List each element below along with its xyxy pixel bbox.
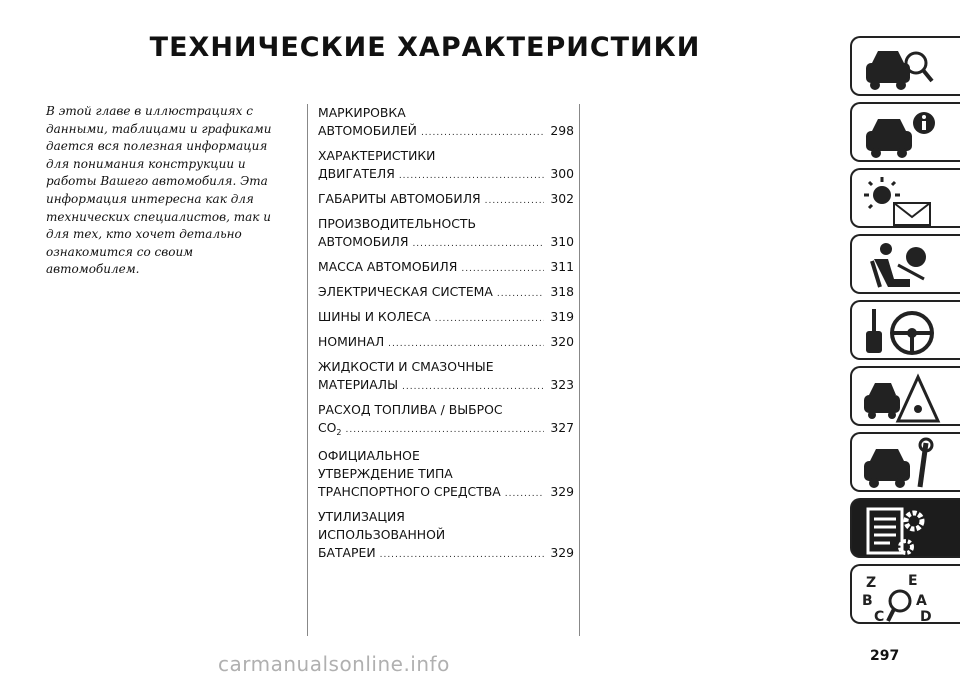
toc-leader-dots <box>388 335 544 353</box>
toc-entry-title: ГАБАРИТЫ АВТОМОБИЛЯ <box>318 191 481 206</box>
toc-entry-title: ТРАНСПОРТНОГО СРЕДСТВА <box>318 484 501 499</box>
svg-text:E: E <box>908 573 918 589</box>
car-wrench-icon <box>858 437 942 491</box>
toc-entry-line: РАСХОД ТОПЛИВА / ВЫБРОС <box>318 402 503 417</box>
toc-page-number: 300 <box>550 166 574 181</box>
chapter-intro: В этой главе в иллюстрациях с данными, таблицами и графиками дается вся полезная информация для понимания конструкции и работы Вашего автомобиля. Эта информация интересна как для технических специалистов, так и для тех, кто хочет детально ознакомится со своим автомобилем. <box>46 104 272 277</box>
chapter-tab[interactable] <box>850 234 960 294</box>
car-info-icon <box>858 107 942 161</box>
toc-page-number: 298 <box>550 123 574 138</box>
chapter-tab[interactable] <box>850 36 960 96</box>
toc-entry-title: АВТОМОБИЛЯ <box>318 234 409 249</box>
toc-entry-line: МАРКИРОВКА <box>318 105 406 120</box>
toc-entry-line: ОФИЦИАЛЬНОЕ <box>318 448 420 463</box>
page-title: ТЕХНИЧЕСКИЕ ХАРАКТЕРИСТИКИ <box>149 32 701 63</box>
toc-entry[interactable] <box>318 358 574 396</box>
toc-leader-dots <box>412 235 544 253</box>
toc-leader-dots <box>380 546 544 564</box>
svg-text:C: C <box>874 609 885 623</box>
toc-entry[interactable] <box>318 308 574 328</box>
toc-entry[interactable] <box>318 401 574 442</box>
toc-entry-line: ХАРАКТЕРИСТИКИ <box>318 148 436 163</box>
toc-page-number: 319 <box>550 309 574 324</box>
toc-entry-title: ДВИГАТЕЛЯ <box>318 166 395 181</box>
toc-entry[interactable] <box>318 508 574 564</box>
toc-entry[interactable] <box>318 215 574 253</box>
toc-leader-dots <box>402 378 544 396</box>
toc-entry-line: ИСПОЛЬЗОВАННОЙ <box>318 527 446 542</box>
svg-text:Z: Z <box>866 575 877 591</box>
chapter-tab[interactable] <box>850 498 960 558</box>
svg-text:A: A <box>916 593 927 609</box>
toc-leader-dots <box>346 421 545 439</box>
toc-page-number: 329 <box>550 484 574 499</box>
chapter-tab[interactable] <box>850 564 960 624</box>
toc-page-number: 302 <box>550 191 574 206</box>
svg-text:B: B <box>862 593 873 609</box>
toc-entry-line: УТИЛИЗАЦИЯ <box>318 509 405 524</box>
car-search-icon <box>858 41 942 95</box>
toc-page-number: 311 <box>550 259 574 274</box>
toc-leader-dots <box>399 167 544 185</box>
chapter-tab[interactable] <box>850 300 960 360</box>
column-divider-right <box>579 104 580 636</box>
toc-entry-title: АВТОМОБИЛЕЙ <box>318 123 417 138</box>
toc-leader-dots <box>435 310 544 328</box>
seat-airbag-icon <box>858 239 942 293</box>
toc-entry[interactable] <box>318 104 574 142</box>
chapter-tabs <box>850 36 960 630</box>
watermark: carmanualsonline.info <box>218 652 450 676</box>
warning-light-envelope-icon <box>858 173 942 227</box>
toc-leader-dots <box>485 192 544 210</box>
toc-entry[interactable] <box>318 447 574 503</box>
toc-entry-line: ПРОИЗВОДИТЕЛЬНОСТЬ <box>318 216 476 231</box>
chapter-tab[interactable] <box>850 432 960 492</box>
chapter-tab[interactable] <box>850 366 960 426</box>
car-warning-triangle-icon <box>858 371 942 425</box>
specs-list-gear-icon <box>858 503 942 557</box>
toc-leader-dots <box>497 285 544 303</box>
toc-entry-line: ЖИДКОСТИ И СМАЗОЧНЫЕ <box>318 359 494 374</box>
toc-entry-title: $CO_2$ <box>318 420 342 437</box>
toc-entry[interactable] <box>318 258 574 278</box>
toc-entry-title: НОМИНАЛ <box>318 334 385 349</box>
toc-page-number: 320 <box>550 334 574 349</box>
toc-entry[interactable] <box>318 147 574 185</box>
toc-entry-subscript: 2 <box>336 428 342 437</box>
toc-page-number: 329 <box>550 545 574 560</box>
toc-entry-title: ШИНЫ И КОЛЕСА <box>318 309 431 324</box>
toc-leader-dots <box>421 124 544 142</box>
toc-entry[interactable] <box>318 190 574 210</box>
key-steering-wheel-icon <box>858 305 942 359</box>
chapter-tab[interactable] <box>850 168 960 228</box>
toc-page-number: 327 <box>550 420 574 435</box>
toc-entry-line: УТВЕРЖДЕНИЕ ТИПА <box>318 466 453 481</box>
chapter-tab[interactable] <box>850 102 960 162</box>
alphabet-index-search-icon <box>858 569 942 623</box>
toc-entry[interactable] <box>318 333 574 353</box>
svg-text:D: D <box>920 609 932 623</box>
table-of-contents <box>318 104 574 569</box>
toc-page-number: 310 <box>550 234 574 249</box>
toc-page-number: 318 <box>550 284 574 299</box>
toc-entry-title: МАССА АВТОМОБИЛЯ <box>318 259 458 274</box>
toc-entry-title: ЭЛЕКТРИЧЕСКАЯ СИСТЕМА <box>318 284 493 299</box>
toc-leader-dots <box>461 260 544 278</box>
toc-entry-title: МАТЕРИАЛЫ <box>318 377 399 392</box>
toc-page-number: 323 <box>550 377 574 392</box>
page-number: 297 <box>870 648 900 664</box>
toc-leader-dots <box>505 485 544 503</box>
toc-entry-title: БАТАРЕИ <box>318 545 376 560</box>
toc-entry[interactable] <box>318 283 574 303</box>
column-divider-left <box>307 104 308 636</box>
